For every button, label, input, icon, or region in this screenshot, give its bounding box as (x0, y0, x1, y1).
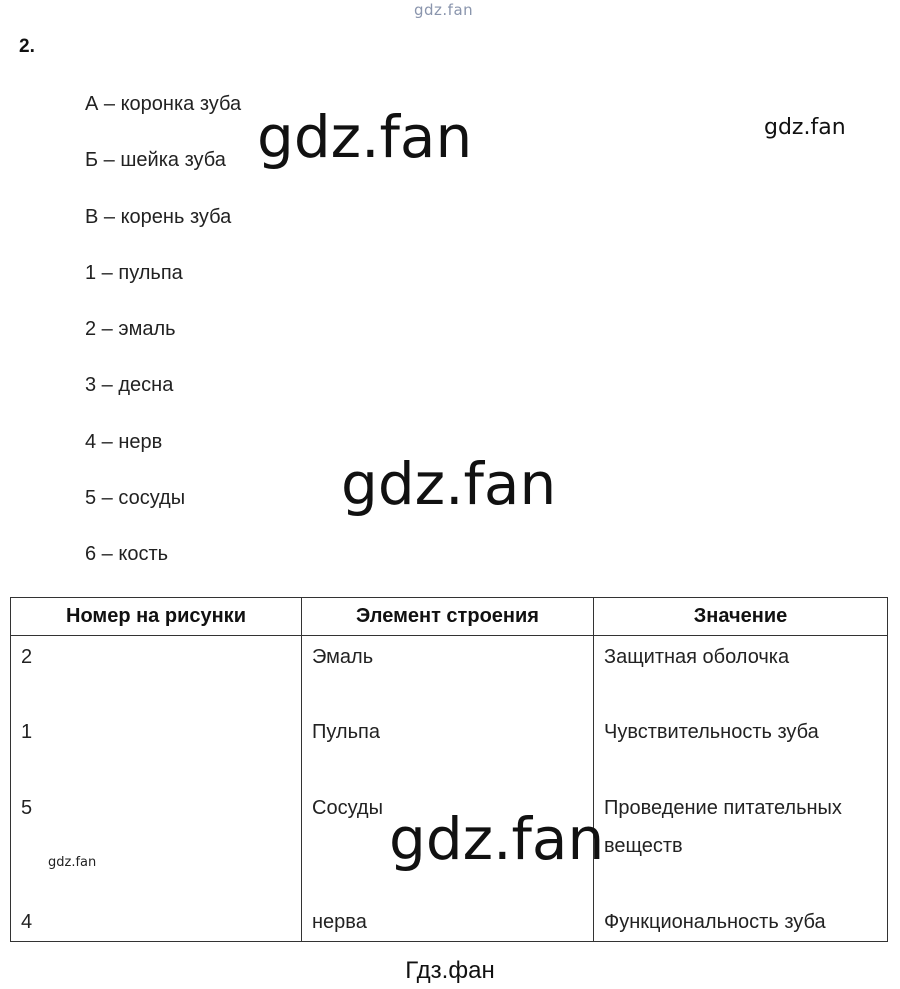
cell-number: 5 (11, 787, 302, 901)
legend-item: 5 – сосуды (85, 487, 186, 510)
table-row (11, 901, 888, 942)
legend-item: 4 – нерв (85, 430, 163, 453)
cell-number: 2 (11, 636, 302, 712)
legend-item: А – коронка зуба (85, 93, 242, 115)
watermark-large-1: gdz.fan (257, 103, 473, 171)
cell-meaning: Защитная оболочка (594, 636, 888, 712)
cell-meaning: Функциональность зуба (594, 901, 888, 942)
watermark-small: gdz.fan (48, 855, 97, 870)
watermark-right: gdz.fan (764, 115, 846, 140)
cell-meaning: Проведение питательных веществ (594, 787, 888, 901)
cell-meaning: Чувствительность зуба (594, 711, 888, 787)
legend-item: 3 – десна (85, 374, 174, 397)
legend-item: Б – шейка зуба (85, 149, 226, 172)
watermark-large-2: gdz.fan (341, 450, 557, 518)
watermark-bottom: Гдз.фан (405, 957, 495, 984)
cell-element: Эмаль (302, 636, 594, 712)
cell-element: нерва (302, 901, 594, 942)
cell-element: Пульпа (302, 711, 594, 787)
legend-item: В – корень зуба (85, 205, 232, 228)
column-header-meaning: Значение (594, 598, 888, 636)
watermark-top: gdz.fan (414, 1, 474, 19)
column-header-element: Элемент строения (302, 598, 594, 636)
cell-number: 1 (11, 711, 302, 787)
table-row (11, 711, 888, 787)
table-row (11, 636, 888, 712)
answer-table (10, 597, 888, 942)
watermark-large-3: gdz.fan (389, 805, 605, 873)
column-header-number: Номер на рисунки (11, 598, 302, 636)
legend-item: 6 – кость (85, 543, 169, 566)
legend-item: 2 – эмаль (85, 318, 176, 341)
table-header-row (11, 598, 888, 636)
legend-list (85, 90, 241, 597)
cell-number: 4 (11, 901, 302, 942)
task-number: 2. (19, 36, 35, 57)
legend-item: 1 – пульпа (85, 261, 183, 284)
cell-element: Сосуды (302, 787, 594, 901)
